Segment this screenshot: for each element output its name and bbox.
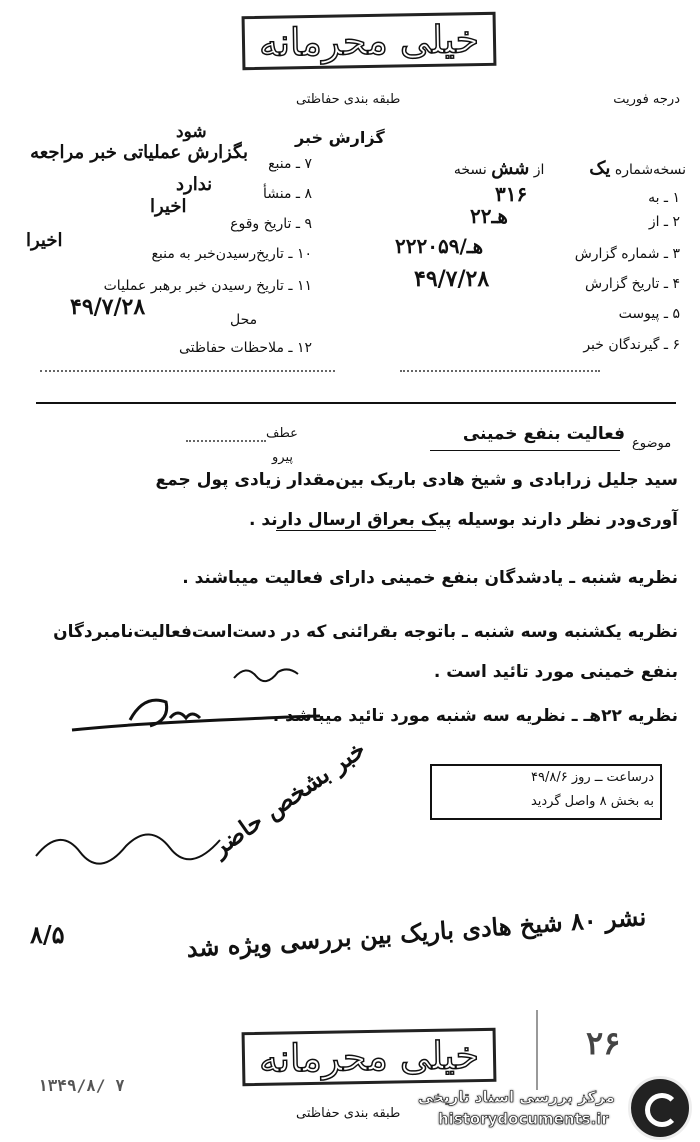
receipt-stamp-line-2: به بخش ۸ واصل گردید [530,794,654,809]
archive-logo-text-1: مرکز بررسی اسناد تاریخی [418,1088,615,1106]
source-receipt-value: اخیرا [26,230,63,251]
copy-from-value: شش [491,158,530,179]
subject-label: موضوع [632,436,672,451]
ops-receipt-value: ۴۹/۷/۲۸ [70,294,146,320]
classification-stamp-top: خیلی محرمانه [242,12,497,70]
event-date-value: اخیرا [150,196,187,217]
report-date-value: ۴۹/۷/۲۸ [414,266,490,292]
classification-label-bottom: طبقه بندی حفاظتی [296,1106,401,1121]
priority-label: درجه فوریت [613,92,680,107]
opinion-2-line-2: بنفع خمینی مورد تائید است . [433,662,678,682]
report-number-value: ۲۲هـ/۲۰۵۹ [395,234,484,258]
place-label: محل [230,312,258,328]
classification-stamp-bottom: خیلی محرمانه [242,1028,497,1086]
subject-value: فعالیت بنفع خمینی [462,424,625,444]
origin-label: ۸ ـ منشأ [262,186,312,202]
report-title: گزارش خبر [295,128,385,147]
margin-note-left: ۸/۵ [30,920,65,949]
body-underline [276,530,436,531]
ops-receipt-label: ۱۱ ـ تاریخ رسیدن خبر برهبر عملیات [103,278,312,294]
margin-line [536,1010,538,1090]
handwritten-note-1: خبر بشخص حاضر [206,734,371,862]
body-line-2: آوری‌ودر نظر دارند بوسیله پیک بعراق ارسال دارند . [249,510,678,530]
opinion-3: نظریه ۲۲هـ ـ نظریه سه شنبه مورد تائید میباشد . [272,706,678,726]
blank-line-1 [40,370,335,372]
classification-label-top: طبقه بندی حفاظتی [296,92,401,107]
bottom-number: ۱۳۴۹/۸/ ۷ [38,1076,125,1095]
opinion-1: نظریه شنبه ـ یادشدگان بنفع خمینی دارای فعالیت میباشند . [182,568,678,588]
archive-logo-icon [628,1076,692,1140]
body-line-1: سید جلیل زرابادی و شیخ هادی باریک بین‌مقدار زیادی پول جمع [155,470,678,490]
reference-line [186,440,266,442]
copy-number-value: یک [589,158,611,179]
from-value: ۲۲هـ [470,204,508,228]
report-date-label: ۴ ـ تاریخ گزارش [585,276,680,292]
recipients-label: ۶ ـ گیرندگان خبر [583,337,680,353]
archive-logo-text-2: historydocuments.ir [438,1110,609,1128]
copy-number-row [454,158,686,179]
from-label: ۲ ـ از [648,214,680,230]
source-label: ۷ ـ منبع [268,156,312,172]
copy-unit-label: نسخه [453,162,487,178]
event-date-label: ۹ ـ تاریخ وقوع [230,216,312,232]
handwritten-note-2: نشر ۸۰ شیخ هادی باریک بین بررسی ویژه شد [185,901,648,964]
subject-underline [430,450,620,451]
opinion-2-line-1: نظریه یکشنبه وسه شنبه ـ باتوجه بقرائنی که در دست‌است‌فعالیت‌نامبردگان [53,622,678,642]
attachment-label: ۵ ـ پیوست [618,306,680,322]
to-label: ۱ ـ به [648,190,680,206]
source-receipt-label: ۱۰ ـ تاریخ‌رسیدن‌خبر به منبع [151,246,312,262]
signature-strike [70,690,330,750]
to-value: ۳۱۶ [495,182,528,206]
section-divider [36,402,676,404]
origin-value: ندارد [176,174,213,195]
receipt-stamp [430,764,662,820]
followup-label: پیرو [272,450,293,465]
handwritten-top-note-1: شود [176,122,207,142]
blank-line-2 [400,370,600,372]
report-number-label: ۳ ـ شماره گزارش [574,246,680,262]
security-notes-label: ۱۲ ـ ملاحظات حفاظتی [179,340,312,356]
receipt-stamp-line-1: درساعت ــ روز ۴۹/۸/۶ [531,770,654,785]
margin-note-right: ۲۶ [586,1024,621,1062]
signature-scribble-1 [232,662,302,686]
copy-number-label: نسخه‌شماره [614,162,686,178]
handwriting-scribble-left [30,816,230,876]
handwritten-top-note-2: بگزارش عملیاتی خبر مراجعه [30,142,248,163]
copy-from-label: از [533,162,545,178]
reference-label: عطف [266,426,298,441]
